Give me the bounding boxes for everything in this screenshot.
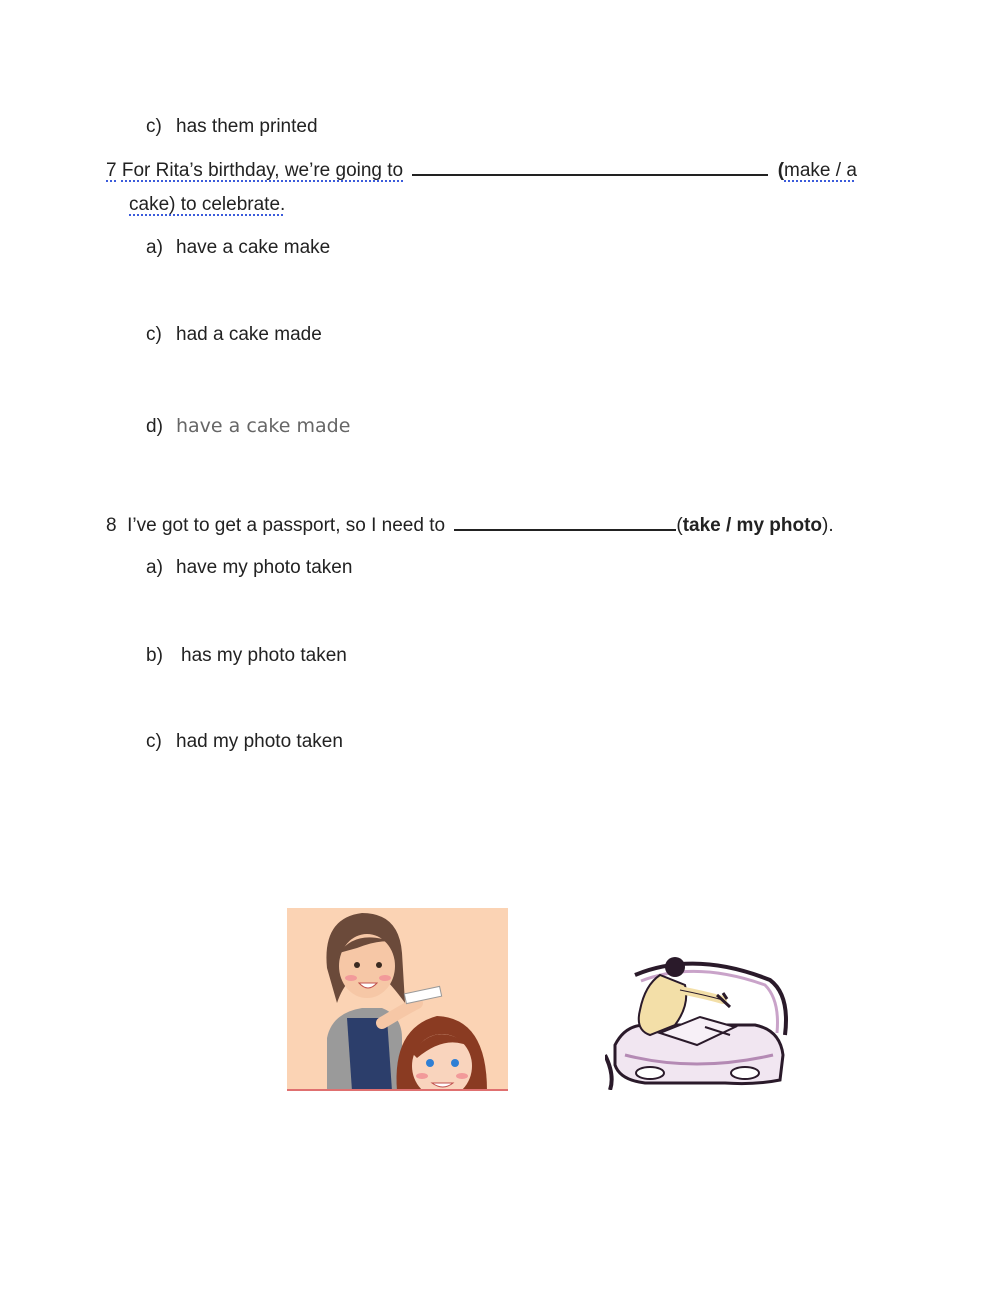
q7-option-d[interactable]: [146, 415, 350, 438]
q8-option-b[interactable]: [146, 645, 347, 667]
car-mechanic-icon: [605, 955, 790, 1090]
q7-prompt-text: For Rita’s birthday, we’re going to: [121, 160, 404, 181]
option-text: had my photo taken: [176, 731, 343, 752]
q8-hint-open: (: [676, 515, 683, 536]
q7-hint: make / a: [784, 160, 857, 181]
q7-option-a[interactable]: [146, 237, 330, 259]
q7-prompt-cont: [129, 194, 285, 216]
option-text: has them printed: [176, 116, 318, 137]
option-text: had a cake made: [176, 324, 322, 345]
option-text: have a cake made: [176, 415, 351, 437]
option-letter: a): [146, 557, 163, 578]
option-text: has my photo taken: [181, 645, 347, 666]
q7-option-c[interactable]: [146, 324, 322, 346]
option-letter: c): [146, 324, 162, 345]
q6-option-c[interactable]: [146, 116, 318, 138]
q7-prompt: [106, 160, 857, 182]
option-letter: b): [146, 645, 163, 666]
hairdresser-illustration: [287, 908, 508, 1091]
option-text: have my photo taken: [176, 557, 353, 578]
q7-hint-open: (: [777, 160, 785, 181]
q7-answer-blank[interactable]: [412, 173, 768, 176]
mechanic-illustration: [605, 955, 790, 1090]
q8-number: 8: [106, 515, 117, 536]
q8-prompt-text: I’ve got to get a passport, so I need to: [127, 515, 446, 536]
option-letter: d): [146, 416, 163, 437]
option-letter: a): [146, 237, 163, 258]
q8-hint: take / my photo: [682, 515, 823, 536]
option-text: have a cake make: [176, 237, 331, 258]
q8-option-c[interactable]: [146, 731, 343, 753]
q7-number: 7: [106, 160, 117, 181]
q8-option-a[interactable]: [146, 557, 352, 579]
option-letter: c): [146, 731, 162, 752]
option-letter: c): [146, 116, 162, 137]
hairdresser-icon: [287, 908, 508, 1091]
q7-hint-cont: cake) to celebrate.: [129, 194, 286, 215]
q8-answer-blank[interactable]: [454, 528, 676, 531]
q8-hint-close: ).: [822, 515, 834, 536]
q8-prompt: [106, 515, 834, 537]
